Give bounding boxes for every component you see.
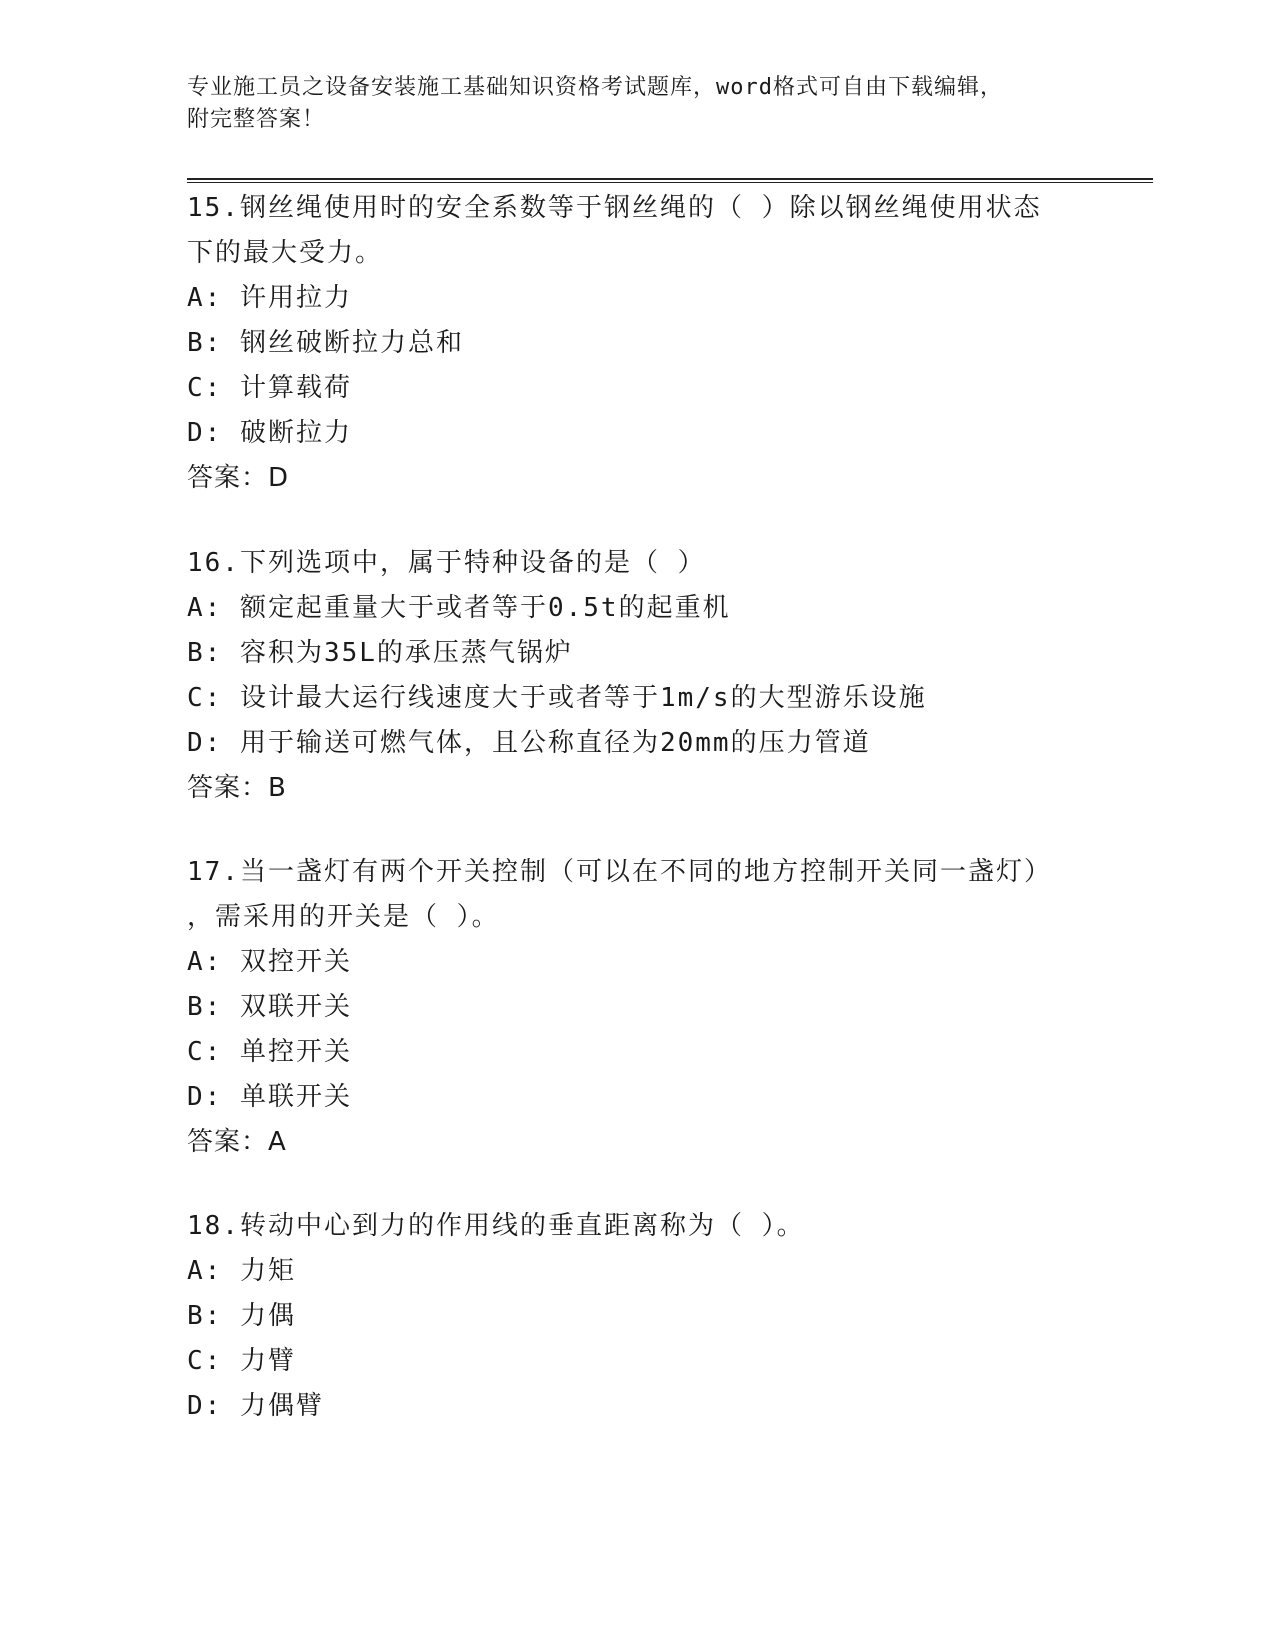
option-b: B: 容积为35L的承压蒸气锅炉 xyxy=(187,638,573,668)
question-stem: ，需采用的开关是（ ）。 xyxy=(187,902,500,932)
question-stem: 15.钢丝绳使用时的安全系数等于钢丝绳的（ ）除以钢丝绳使用状态 xyxy=(187,193,1042,223)
option-b: B: 双联开关 xyxy=(187,992,352,1022)
option-d: D: 力偶臂 xyxy=(187,1391,324,1421)
option-b: B: 钢丝破断拉力总和 xyxy=(187,328,464,358)
header-divider-thick xyxy=(187,178,1153,180)
option-c: C: 单控开关 xyxy=(187,1037,352,1067)
question-stem: 18.转动中心到力的作用线的垂直距离称为（ ）。 xyxy=(187,1211,805,1241)
option-c: C: 力臂 xyxy=(187,1346,296,1376)
option-d: D: 单联开关 xyxy=(187,1082,352,1112)
question-stem: 17.当一盏灯有两个开关控制（可以在不同的地方控制开关同一盏灯） xyxy=(187,857,1052,887)
document-header xyxy=(187,72,1067,136)
option-c: C: 设计最大运行线速度大于或者等于1m/s的大型游乐设施 xyxy=(187,683,927,713)
question-16 xyxy=(187,541,1087,811)
option-a: A: 力矩 xyxy=(187,1256,296,1286)
header-line-1: 专业施工员之设备安装施工基础知识资格考试题库，word格式可自由下载编辑， xyxy=(187,75,1003,100)
answer-label: 答案：D xyxy=(187,463,290,493)
answer-label: 答案：A xyxy=(187,1127,287,1157)
question-15 xyxy=(187,186,1087,501)
option-d: D: 用于输送可燃气体，且公称直径为20mm的压力管道 xyxy=(187,728,871,758)
option-d: D: 破断拉力 xyxy=(187,418,352,448)
option-a: A: 双控开关 xyxy=(187,947,352,977)
answer-label: 答案：B xyxy=(187,773,287,803)
option-a: A: 额定起重量大于或者等于0.5t的起重机 xyxy=(187,593,731,623)
header-divider-thin xyxy=(187,182,1153,183)
question-stem: 下的最大受力。 xyxy=(187,238,384,268)
question-17 xyxy=(187,850,1087,1165)
option-b: B: 力偶 xyxy=(187,1301,296,1331)
header-line-2: 附完整答案！ xyxy=(187,107,326,132)
question-18 xyxy=(187,1204,1087,1429)
question-stem: 16.下列选项中，属于特种设备的是（ ） xyxy=(187,548,706,578)
option-c: C: 计算载荷 xyxy=(187,373,352,403)
option-a: A: 许用拉力 xyxy=(187,283,352,313)
